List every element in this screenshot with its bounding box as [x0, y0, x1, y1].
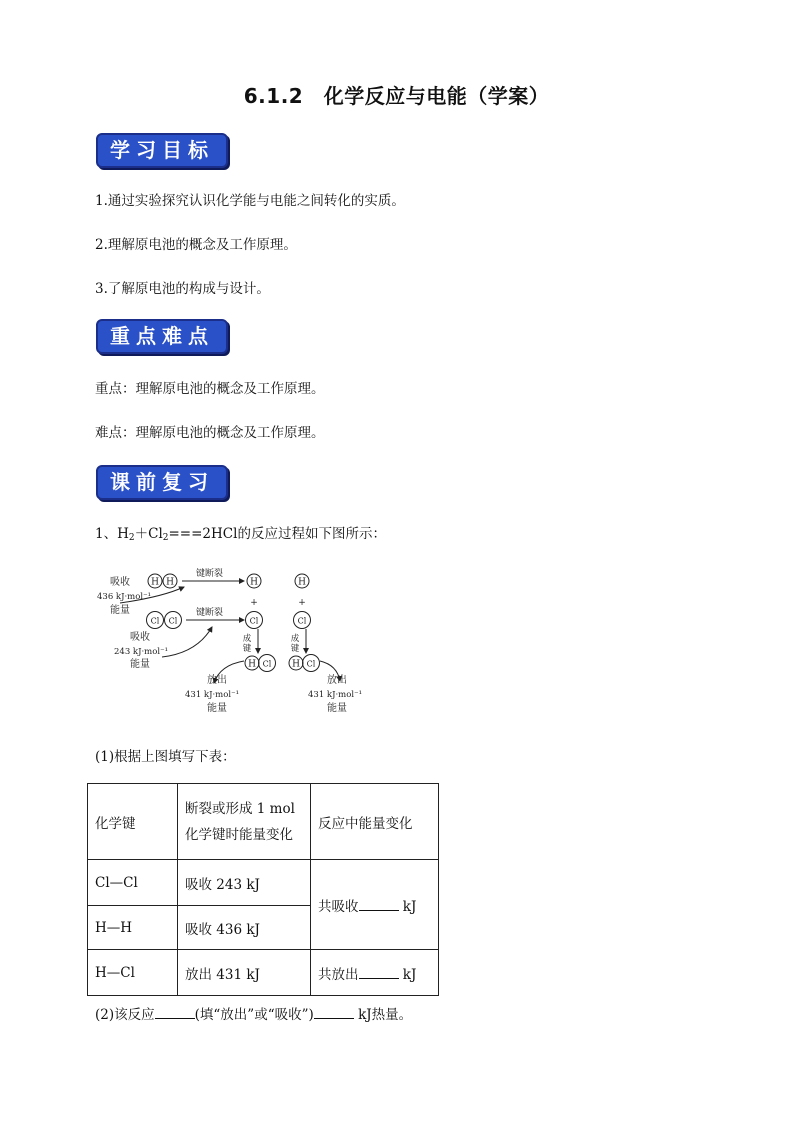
header-change-line1: 断裂或形成 1 mol	[185, 800, 295, 817]
sub-question-1: (1)根据上图填写下表：	[95, 749, 236, 765]
atom-cl-5: Cl	[297, 616, 307, 626]
label-energy-1: 能量	[110, 605, 130, 616]
release-total-label: 共放出	[318, 966, 359, 983]
atom-h-5: H	[298, 577, 306, 588]
row-change-hh: 吸收 436 kJ	[178, 906, 311, 950]
plus-2: +	[298, 598, 306, 608]
atom-h-3: H	[250, 577, 258, 588]
label-energy-3: 能量	[207, 703, 227, 714]
label-243: 243 kJ·mol⁻¹	[114, 647, 168, 657]
q1-mid: ＋Cl	[134, 526, 163, 542]
label-form-2: 成	[290, 634, 300, 644]
atom-h-1: H	[151, 577, 159, 588]
header-reaction: 反应中能量变化	[311, 784, 439, 860]
section-heading-keypoints: 重点难点	[96, 319, 228, 354]
atom-cl-6: Cl	[306, 659, 316, 669]
goal-item-1: 1.通过实验探究认识化学能与电能之间转化的实质。	[95, 193, 405, 209]
label-energy-2: 能量	[130, 659, 150, 670]
sq2-part2: (填“放出”或“吸收”)	[194, 1007, 314, 1023]
goal-item-2: 2.理解原电池的概念及工作原理。	[95, 237, 297, 253]
label-break-2: 键断裂	[196, 608, 224, 618]
section-heading-goals: 学习目标	[96, 133, 228, 168]
row-bond-clcl: Cl—Cl	[88, 860, 178, 906]
q1-prefix: 1、H	[95, 526, 129, 542]
atom-h-4: H	[248, 659, 256, 670]
sq2-part1: (2)该反应	[95, 1007, 155, 1023]
label-energy-4: 能量	[327, 703, 347, 714]
row-change-hcl: 放出 431 kJ	[178, 950, 311, 996]
header-change-line2: 化学键时能量变化	[185, 826, 293, 843]
absorb-total-label: 共吸收	[318, 898, 359, 915]
plus-1: +	[250, 598, 258, 608]
sub-question-2	[95, 1003, 412, 1023]
label-release-2: 放出	[327, 675, 347, 686]
atom-cl-1: Cl	[150, 616, 160, 626]
label-436: 436 kJ·mol⁻¹	[97, 592, 151, 602]
label-431-2: 431 kJ·mol⁻¹	[308, 690, 362, 700]
label-break-1: 键断裂	[196, 569, 224, 579]
release-unit: kJ	[402, 966, 417, 983]
atom-cl-4: Cl	[262, 659, 272, 669]
sq2-blank-2[interactable]	[314, 1006, 354, 1019]
absorb-total-cell	[311, 860, 439, 950]
row-bond-hcl: H—Cl	[88, 950, 178, 996]
release-blank[interactable]	[359, 966, 399, 979]
release-total-cell	[311, 950, 439, 996]
atom-h-6: H	[292, 659, 300, 670]
q1-suffix: ===2HCl的反应过程如下图所示：	[168, 526, 386, 542]
header-change	[178, 784, 311, 860]
label-release-1: 放出	[207, 675, 227, 686]
question-1	[95, 522, 386, 543]
label-form-1: 成	[242, 634, 252, 644]
atom-cl-3: Cl	[249, 616, 259, 626]
label-absorb-2: 吸收	[130, 632, 150, 643]
page-title: 6.1.2 化学反应与电能（学案）	[243, 84, 550, 108]
q1-sub1: 2	[128, 533, 135, 543]
reaction-diagram	[92, 565, 382, 715]
keypoint-item-2: 难点：理解原电池的概念及工作原理。	[95, 425, 325, 441]
atom-cl-2: Cl	[168, 616, 178, 626]
energy-table	[87, 783, 439, 996]
absorb-unit: kJ	[402, 898, 417, 915]
section-heading-review: 课前复习	[96, 465, 228, 500]
sq2-blank-1[interactable]	[155, 1006, 195, 1019]
sq2-part3: kJ热量。	[358, 1007, 413, 1023]
keypoint-item-1: 重点：理解原电池的概念及工作原理。	[95, 381, 325, 397]
row-bond-hh: H—H	[88, 906, 178, 950]
absorb-blank[interactable]	[359, 898, 399, 911]
label-bond-1: 键	[242, 644, 252, 654]
goal-item-3: 3.了解原电池的构成与设计。	[95, 281, 270, 297]
label-431-1: 431 kJ·mol⁻¹	[185, 690, 239, 700]
atom-h-2: H	[166, 577, 174, 588]
header-bond: 化学键	[88, 784, 178, 860]
q1-sub2: 2	[162, 533, 169, 543]
label-bond-2: 键	[290, 644, 300, 654]
label-absorb-1: 吸收	[110, 577, 130, 588]
row-change-clcl: 吸收 243 kJ	[178, 860, 311, 906]
